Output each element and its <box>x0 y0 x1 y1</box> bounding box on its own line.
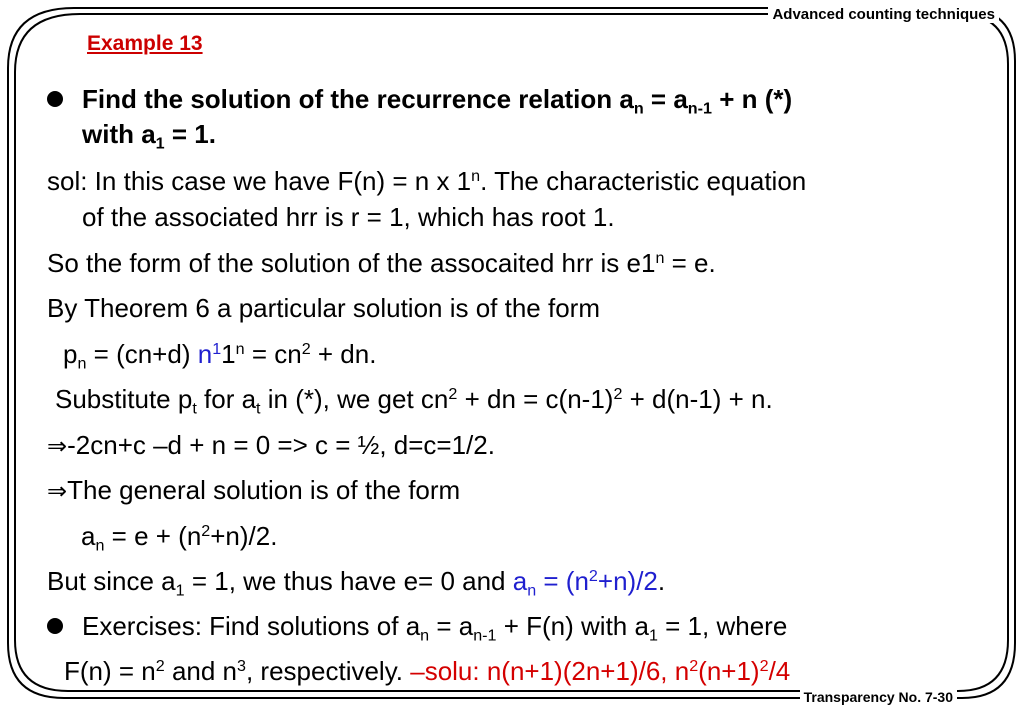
theorem-line: By Theorem 6 a particular solution is of the form <box>47 293 600 323</box>
transparency-number: Transparency No. 7-30 <box>800 689 957 705</box>
exercises-line: Exercises: Find solutions of $a_n = a_{n-1} + F(n)$ with $a_1 = 1$, where <box>82 611 788 645</box>
pn-line: $p_n = (cn+d) n^11^n = cn^2$ + dn. <box>63 339 377 373</box>
since-line: But since $a_1 = 1$, we thus have e= 0 and $a_n = (n^2+n)/2$. <box>47 566 666 600</box>
general-solution-line: $a_n = e + (n^2+n)/2$. <box>81 521 278 555</box>
implies-line-2: ⇒The general solution is of the form <box>47 475 461 505</box>
exercise-answer-line: $F(n) = n^2$ and $n^3$, respectively. –solu: n(n+1)(2n+1)/6, $n^2(n+1)^2/4$ <box>64 656 791 686</box>
implies-arrow-icon: ⇒ <box>47 432 68 460</box>
bullet-icon <box>47 91 63 107</box>
problem-line-1: Find the solution of the recurrence relation $a_n = a_{n-1} + n$ (*) <box>82 84 793 118</box>
sol-line-1: sol: In this case we have F(n) = n x 1$^n$. The characteristic equation <box>47 166 807 196</box>
form-line: So the form of the solution of the assocaited hrr is $e1^n = e$. <box>47 248 716 278</box>
example-title: Example 13 <box>87 32 203 55</box>
substitute-line: Substitute $p_t$ for $a_t$ in (*), we get $cn^2$ + dn = $c(n-1)^2 + d(n-1) + n$. <box>55 384 773 418</box>
header-title: Advanced counting techniques <box>768 6 999 23</box>
bullet-icon <box>47 618 63 634</box>
problem-line-2: with $a_1 = 1$. <box>82 119 216 153</box>
sol-line-2: of the associated hrr is r = 1, which has root 1. <box>82 202 615 232</box>
implies-arrow-icon: ⇒ <box>47 477 68 505</box>
implies-line-1: ⇒-2cn+c –d + n = 0 => c = ½, d=c=1/2. <box>47 430 495 460</box>
